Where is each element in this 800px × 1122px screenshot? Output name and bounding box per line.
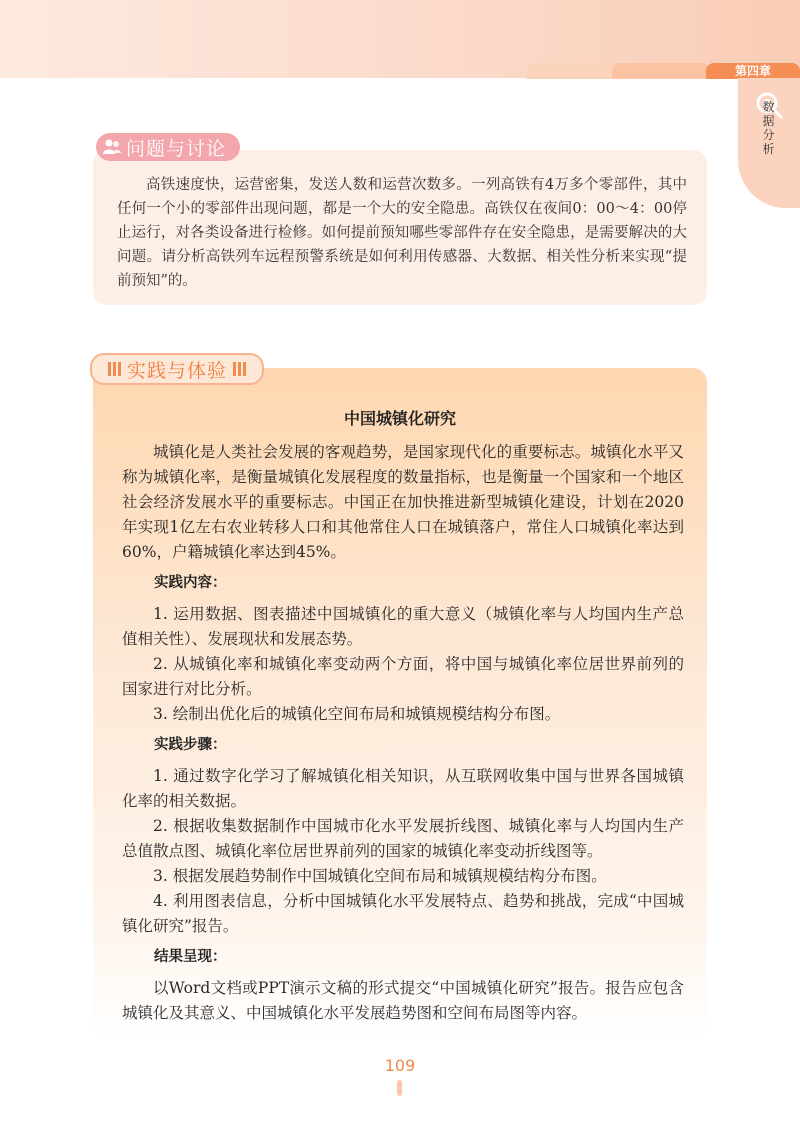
people-icon bbox=[102, 137, 122, 157]
intro-paragraph: 城镇化是人类社会发展的客观趋势，是国家现代化的重要标志。城镇化水平又称为城镇化率，是衡量城镇化发展程度的数量指标，也是衡量一个国家和一个地区社会经济发展水平的重要标志。中国正在加快推进新型城镇化建设，计划在2020年实现1亿左右农业转移人口和其他常住人口在城镇落户，常住人口城镇化率达到60%，户籍城镇化率达到45%。 bbox=[122, 443, 684, 561]
chapter-label: 第四章 bbox=[706, 63, 800, 79]
study-title: 中国城镇化研究 bbox=[343, 409, 456, 428]
discussion-title: 问题与讨论 bbox=[126, 137, 227, 160]
step-item: 2. 根据收集数据制作中国城市化水平发展折线图、城镇化率与人均国内生产总值散点图、城镇化率位居世界前列的国家的城镇化率变动折线图等。 bbox=[122, 817, 684, 860]
side-label-char-4: 析 bbox=[762, 142, 776, 156]
bars-left-icon bbox=[108, 362, 121, 376]
page-tick-decor bbox=[397, 1080, 402, 1096]
chapter-tabs bbox=[526, 63, 800, 79]
practice-title-badge bbox=[90, 353, 264, 385]
step-item: 1. 通过数字化学习了解城镇化相关知识，从互联网收集中国与世界各国城镇化率的相关数据。 bbox=[122, 767, 684, 810]
result-heading: 结果呈现： bbox=[154, 949, 227, 965]
side-label-char-1: 数 bbox=[762, 100, 776, 114]
side-label-char-3: 分 bbox=[762, 128, 776, 142]
content-heading: 实践内容： bbox=[154, 575, 227, 591]
content-item: 2. 从城镇化率和城镇化率变动两个方面，将中国与城镇化率位居世界前列的国家进行对比分析。 bbox=[122, 655, 684, 698]
step-item: 4. 利用图表信息，分析中国城镇化水平发展特点、趋势和挑战，完成“中国城镇化研究”报告。 bbox=[122, 892, 684, 935]
content-item: 1. 运用数据、图表描述中国城镇化的重大意义（城镇化率与人均国内生产总值相关性）、发展现状和发展态势。 bbox=[122, 605, 684, 648]
bars-right-icon bbox=[233, 362, 246, 376]
side-label-char-2: 据 bbox=[762, 114, 776, 128]
discussion-text: 高铁速度快，运营密集，发送人数和运营次数多。一列高铁有4万多个零部件，其中任何一个小的零部件出现问题，都是一个大的安全隐患。高铁仅在夜间0：00～4：00停止运行，对各类设备进行检修。如何提前预知哪些零部件存在安全隐患，是需要解决的大问题。请分析高铁列车远程预警系统是如何利用传感器、大数据、相关性分析来实现“提前预知”的。 bbox=[117, 177, 687, 289]
practice-body bbox=[122, 440, 684, 1026]
discussion-title-badge bbox=[96, 133, 240, 161]
chapter-tab-decor-1 bbox=[526, 63, 616, 79]
side-chapter-label bbox=[752, 100, 786, 156]
chapter-tab-decor-2 bbox=[612, 63, 710, 79]
result-paragraph: 以Word文档或PPT演示文稿的形式提交“中国城镇化研究”报告。报告应包含城镇化及其意义、中国城镇化水平发展趋势图和空间布局图等内容。 bbox=[122, 979, 684, 1022]
content-item: 3. 绘制出优化后的城镇化空间布局和城镇规模结构分布图。 bbox=[153, 705, 561, 723]
steps-heading: 实践步骤： bbox=[154, 737, 227, 753]
step-item: 3. 根据发展趋势制作中国城镇化空间布局和城镇规模结构分布图。 bbox=[153, 867, 607, 885]
page-number: 109 bbox=[384, 1056, 416, 1075]
practice-title: 实践与体验 bbox=[127, 359, 228, 382]
